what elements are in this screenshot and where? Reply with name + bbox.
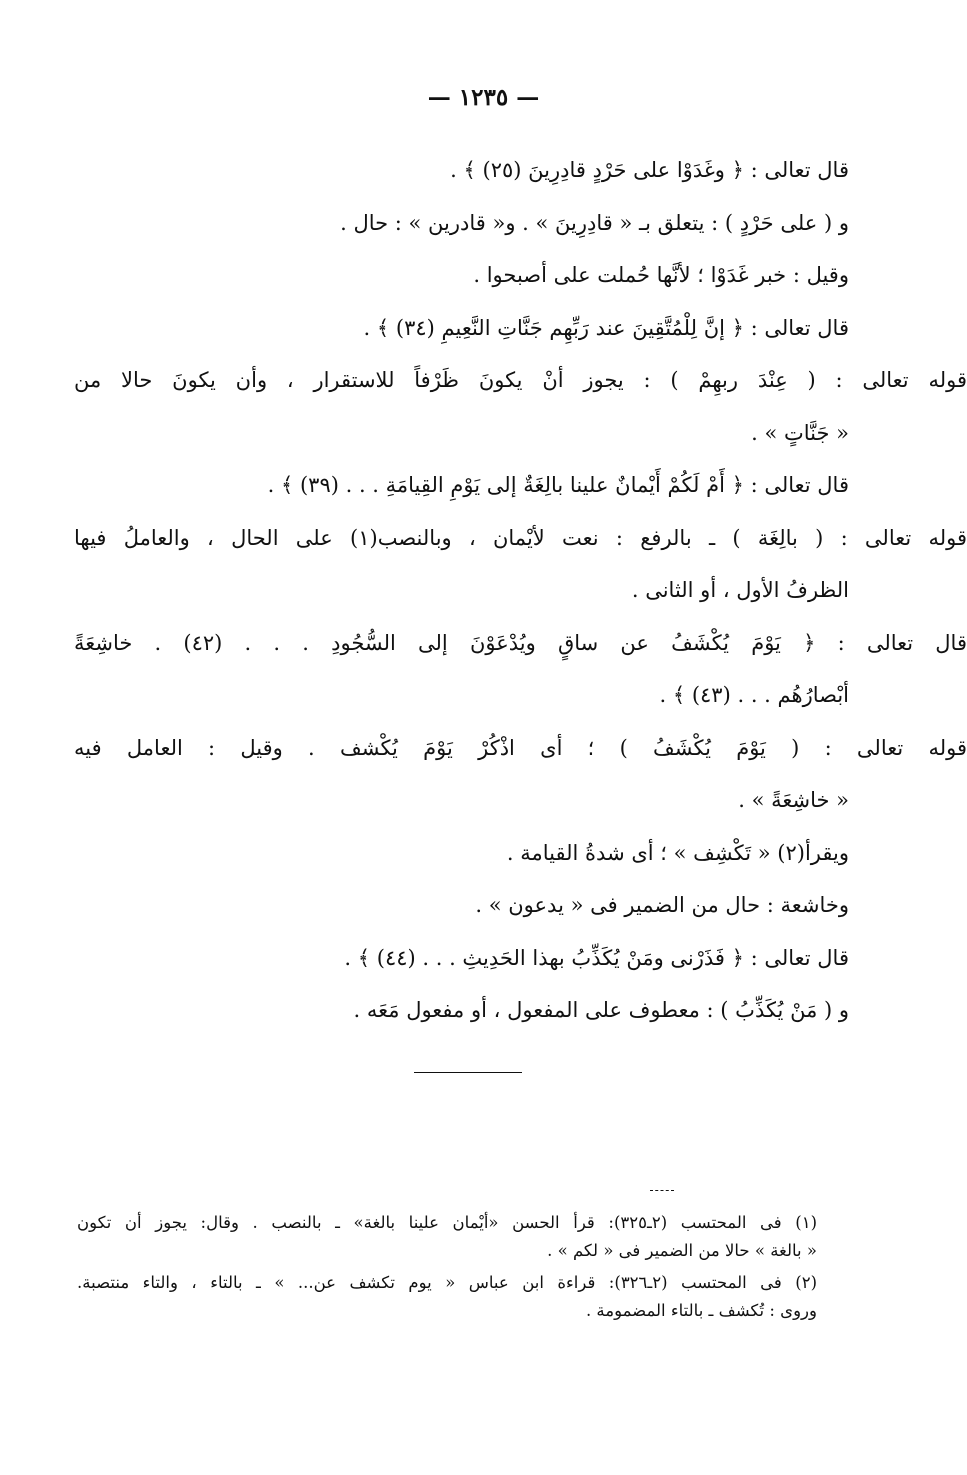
verse-line-34: قال تعالى : ﴿ إنَّ لِلْمُتَّقِينَ عند رَبِّهِم جَنَّاتِ النَّعِيمِ (٣٤) ﴾ .	[363, 315, 849, 340]
commentary-line: « خاشِعَةً » .	[738, 788, 849, 812]
main-text	[74, 144, 967, 1037]
commentary-line: قوله تعالى : ( عِنْدَ ربهِمْ ) : يجوز أنْ يكونَ ظَرْفاً للاستقرار ، وأن يكونَ حالا من	[74, 368, 967, 392]
commentary-line: و ( على حَرْدٍ ) : يتعلق بـ « قادِرِينَ » . و« قادرين » : حال .	[340, 210, 849, 235]
verse-line-25: قال تعالى : ﴿ وغَدَوْا على حَرْدٍ قادِرِينَ (٢٥) ﴾ .	[450, 158, 849, 182]
commentary-line: وخاشعة : حال من الضمير فى « يدعون » .	[475, 893, 849, 917]
commentary-line: قوله تعالى : ( يَوْمَ يُكْشَفُ ) ؛ أى اذْكُرْ يَوْمَ يُكْشف . وقيل : العامل فيه	[74, 735, 967, 760]
commentary-line: و ( مَنْ يُكَذِّبُ ) : معطوف على المفعول ، أو مفعول مَعَه .	[353, 998, 849, 1022]
verse-line-44: قال تعالى : ﴿ فَذَرْنى ومَنْ يُكَذِّبُ بهذا الحَدِيثِ . . . (٤٤) ﴾ .	[344, 945, 849, 970]
footnote-2-line: (٢) فى المحتسب (٢ـ٣٢٦): قراءة ابن عباس « يوم تكشف عن... » ـ بالتاء ، والتاء منتصبة.	[77, 1273, 817, 1292]
footnote-divider	[650, 1190, 674, 1191]
verse-line-42: قال تعالى : ﴿ يَوْمَ يُكْشَفُ عن ساقٍ ويُدْعَوْنَ إلى السُّجُودِ . . . (٤٢) . خاشِعَةً	[74, 630, 967, 655]
verse-line-39: قال تعالى : ﴿ أَمْ لَكُمْ أَيْمانٌ علينا بالِغَةٌ إلى يَوْمِ القِيامَةِ . . . (٣٩) ﴾ .	[267, 473, 849, 497]
section-divider	[414, 1072, 522, 1073]
footnotes	[77, 1209, 817, 1325]
commentary-line: وقيل : خبر غَدَوْا ؛ لأنَّها حُملت على أصبحوا .	[473, 263, 849, 287]
commentary-line: الظرفُ الأول ، أو الثانى .	[631, 578, 849, 602]
footnote-1-line: (١) فى المحتسب (٢ـ٣٢٥): قرأ الحسن «أيْمان علينا بالغة» ـ بالنصب . وقال: يجوز أن تكون	[77, 1213, 817, 1232]
footnote-1-line: « بالغة » حالا من الضمير فى « لكم » .	[547, 1241, 817, 1260]
commentary-line: « جَنَّاتٍ » .	[751, 420, 849, 445]
commentary-line: قوله تعالى : ( بالِغَة ) ـ بالرفع : نعت لأيْمان ، وبالنصب(١) على الحال ، والعاملُ فيها	[74, 525, 967, 550]
footnote-2-line: وروى : تُكشف ـ بالتاء المضمومة .	[585, 1301, 817, 1320]
verse-line-43: أبْصارُهُم . . . (٤٣) ﴾ .	[659, 683, 849, 707]
commentary-line: ويقرأ(٢) « تَكْشِف » ؛ أى شدةُ القيامة .	[506, 840, 849, 865]
page-number: — ١٢٣٥ —	[427, 84, 540, 111]
